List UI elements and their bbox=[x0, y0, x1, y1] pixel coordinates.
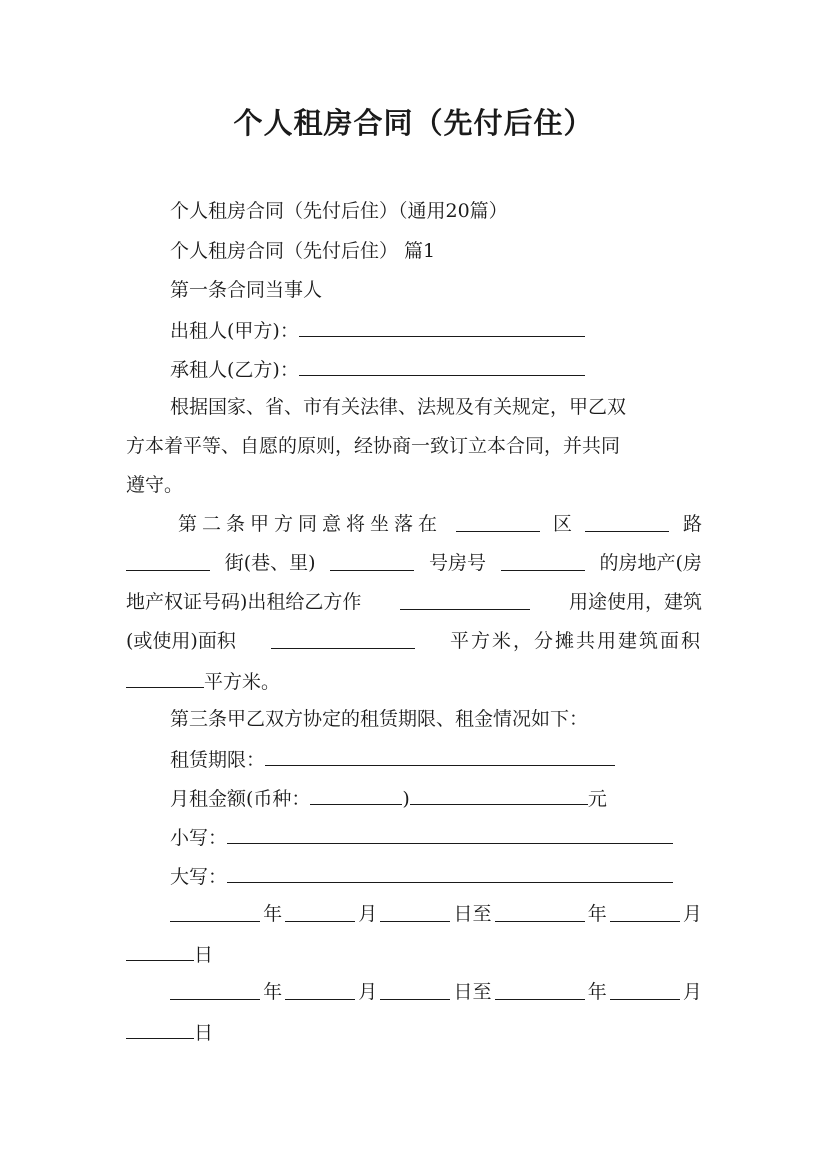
lessee-label: 承租人(乙方)： bbox=[170, 359, 299, 381]
upper-amount-blank bbox=[227, 862, 673, 883]
start-year-blank bbox=[170, 979, 260, 1000]
section2-text-4b: 平方米，分摊共用建筑面积 bbox=[449, 630, 702, 652]
section2-line-1 bbox=[178, 511, 702, 537]
section3-heading: 第三条甲乙双方协定的租赁期限、租金情况如下： bbox=[170, 708, 589, 730]
upper-amount-row bbox=[170, 862, 702, 890]
end-year-blank bbox=[495, 901, 585, 922]
document-subtitle: 个人租房合同（先付后住）（通用20篇） bbox=[170, 200, 508, 222]
year-text: 年 bbox=[587, 981, 607, 1003]
lower-amount-row bbox=[170, 823, 702, 851]
house-number-blank bbox=[330, 550, 414, 571]
rent-row bbox=[170, 784, 702, 812]
end-month-blank bbox=[610, 979, 680, 1000]
start-day-blank bbox=[380, 979, 450, 1000]
year-text: 年 bbox=[587, 903, 607, 925]
section2-text-1c: 路 bbox=[682, 513, 702, 535]
term-label: 租赁期限： bbox=[170, 749, 266, 771]
section2-text-3b: 用途使用，建筑 bbox=[568, 591, 702, 613]
lessor-label: 出租人(甲方)： bbox=[170, 320, 299, 342]
lower-amount-blank bbox=[227, 823, 673, 844]
rent-amount-blank bbox=[410, 784, 588, 805]
section2-line-3 bbox=[126, 589, 702, 615]
section2-text-1a: 第二条甲方同意将坐落在 bbox=[178, 513, 443, 535]
day-to-text: 日至 bbox=[453, 981, 492, 1003]
section2-text-2a: 街(巷、里) bbox=[224, 552, 316, 574]
day-text: 日 bbox=[194, 944, 214, 966]
lessor-blank bbox=[299, 316, 585, 337]
shared-area-blank bbox=[126, 667, 204, 688]
room-number-blank bbox=[501, 550, 585, 571]
rent-close: ) bbox=[402, 788, 410, 810]
section2-text-1b: 区 bbox=[552, 513, 572, 535]
lessee-row bbox=[170, 355, 702, 383]
month-text: 月 bbox=[358, 981, 378, 1003]
rent-label: 月租金额(币种： bbox=[170, 788, 311, 810]
rent-unit: 元 bbox=[587, 788, 607, 810]
term-row bbox=[170, 745, 702, 773]
building-area-blank bbox=[271, 628, 415, 649]
start-month-blank bbox=[285, 901, 355, 922]
road-blank bbox=[585, 511, 669, 532]
month-text: 月 bbox=[358, 903, 378, 925]
lessee-blank bbox=[299, 355, 585, 376]
start-month-blank bbox=[285, 979, 355, 1000]
upper-label: 大写： bbox=[170, 866, 228, 888]
end-day-blank bbox=[126, 1018, 194, 1039]
article-heading: 个人租房合同（先付后住） 篇1 bbox=[170, 240, 436, 262]
street-blank bbox=[126, 550, 210, 571]
date-range-2-line-1 bbox=[170, 979, 702, 1005]
year-text: 年 bbox=[263, 981, 283, 1003]
lessor-row bbox=[170, 316, 702, 344]
year-text: 年 bbox=[263, 903, 283, 925]
preamble-line-1: 根据国家、省、市有关法律、法规及有关规定，甲乙双 bbox=[170, 396, 627, 418]
section2-text-4a: (或使用)面积 bbox=[126, 630, 236, 652]
usage-blank bbox=[400, 589, 530, 610]
day-text: 日 bbox=[194, 1022, 214, 1044]
date-range-1-line-1 bbox=[170, 901, 702, 927]
date-range-1-line-2 bbox=[126, 940, 702, 968]
section2-line-5 bbox=[126, 667, 702, 695]
section2-line-2 bbox=[126, 550, 702, 576]
section2-text-3a: 地产权证号码)出租给乙方作 bbox=[126, 591, 362, 613]
section2-text-5a: 平方米。 bbox=[204, 671, 281, 693]
district-blank bbox=[456, 511, 540, 532]
section1-heading: 第一条合同当事人 bbox=[170, 279, 323, 301]
month-text: 月 bbox=[682, 981, 702, 1003]
day-to-text: 日至 bbox=[453, 903, 492, 925]
currency-blank bbox=[310, 784, 402, 805]
end-month-blank bbox=[610, 901, 680, 922]
start-year-blank bbox=[170, 901, 260, 922]
term-blank bbox=[265, 745, 615, 766]
start-day-blank bbox=[380, 901, 450, 922]
end-year-blank bbox=[495, 979, 585, 1000]
section2-text-2b: 号房号 bbox=[429, 552, 487, 574]
section2-line-4 bbox=[126, 628, 702, 654]
lower-label: 小写： bbox=[170, 827, 228, 849]
section2-text-2c: 的房地产(房 bbox=[599, 552, 702, 574]
end-day-blank bbox=[126, 940, 194, 961]
month-text: 月 bbox=[682, 903, 702, 925]
date-range-2-line-2 bbox=[126, 1018, 702, 1046]
preamble-line-3: 遵守。 bbox=[126, 474, 184, 496]
preamble-line-2: 方本着平等、自愿的原则，经协商一致订立本合同，并共同 bbox=[126, 435, 621, 457]
document-title: 个人租房合同（先付后住） bbox=[233, 106, 594, 140]
